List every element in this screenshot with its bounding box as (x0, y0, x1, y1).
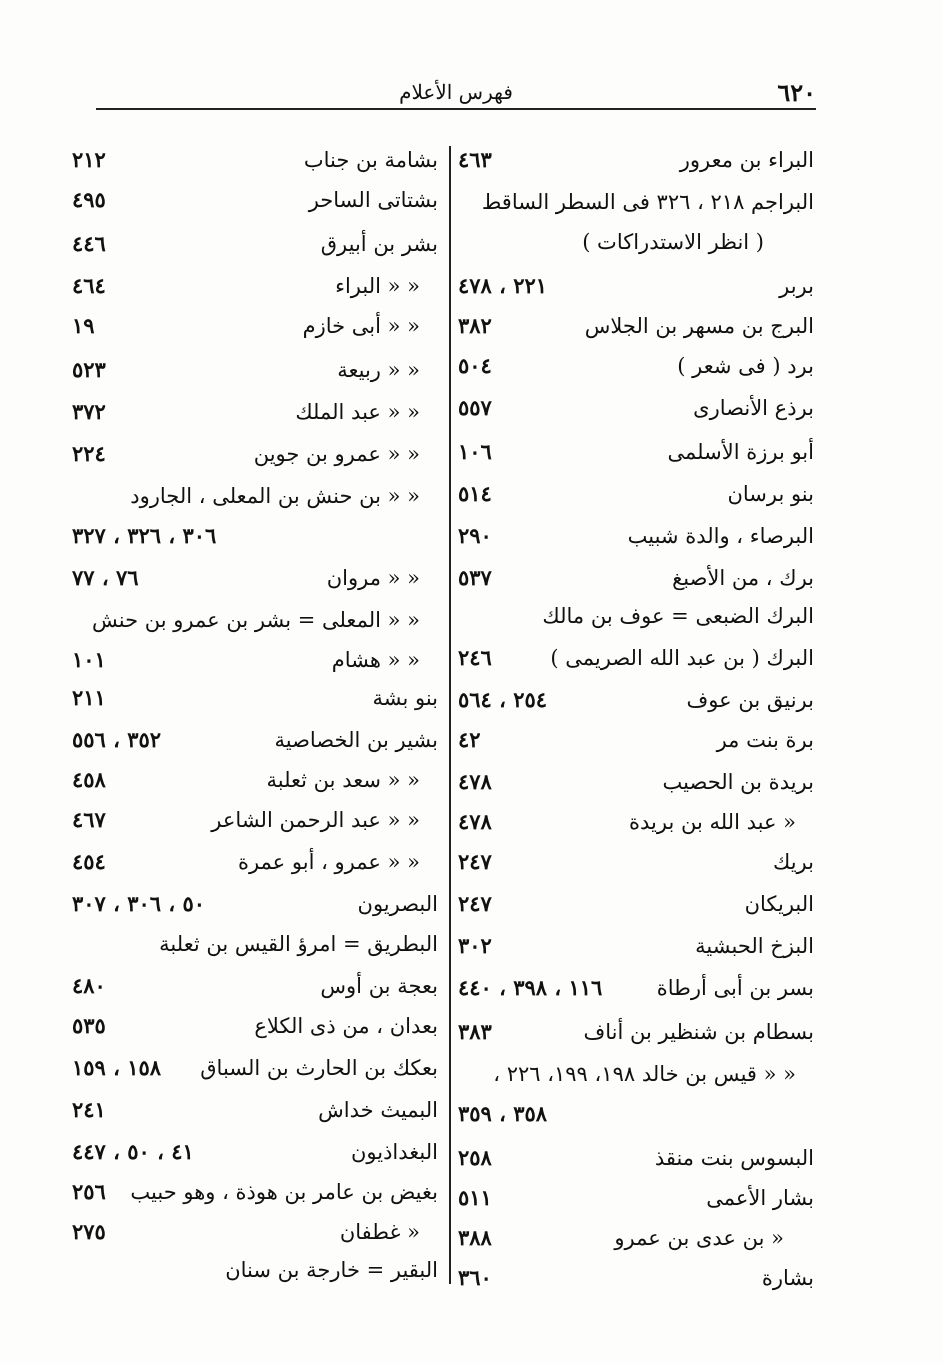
index-entry (72, 476, 438, 516)
entry-pages: ٢٥٦ (72, 1179, 106, 1204)
entry-name: برك ، من الأصبغ (672, 566, 814, 590)
index-entry (72, 392, 438, 432)
entry-name: « غطفان (339, 1220, 420, 1244)
entry-pages: ٢٥٤ ، ٥٦٤ (458, 687, 548, 712)
entry-pages: ٥٠٤ (458, 353, 492, 378)
index-entry (72, 842, 438, 882)
index-entry (72, 966, 438, 1006)
index-entry (458, 762, 814, 802)
entry-pages: ٢٥٨ (458, 1145, 492, 1170)
index-entry (72, 1048, 438, 1088)
index-entry (458, 1138, 814, 1178)
index-entry (72, 1090, 438, 1130)
entry-pages: ٣٧٢ (72, 399, 106, 424)
index-entry (72, 1250, 438, 1290)
entry-name: البصريون (357, 892, 438, 916)
index-entry (72, 760, 438, 800)
index-entry (458, 1054, 814, 1094)
running-title: فهرس الأعلام (399, 80, 513, 104)
entry-pages: ٤٤٦ (72, 231, 106, 256)
entry-name: بشامة بن جناب (303, 148, 438, 172)
entry-pages: ٢٤٧ (458, 891, 492, 916)
entry-pages: ٥٢٣ (72, 357, 106, 382)
index-entry (458, 802, 814, 842)
entry-name: « « بن حنش بن المعلى ، الجارود (130, 484, 420, 508)
entry-name: بشارة (761, 1266, 814, 1290)
entry-name: برة بنت مر (716, 728, 814, 752)
entry-pages: ٥٣٥ (72, 1013, 106, 1038)
entry-pages: ٧٦ ، ٧٧ (72, 565, 139, 590)
entry-name: « « هشام (331, 648, 420, 672)
entry-name: برذع الأنصارى (693, 396, 814, 420)
index-entry (72, 350, 438, 390)
entry-name: بشتاتى الساحر (308, 188, 438, 212)
index-entry (72, 1172, 438, 1212)
entry-name: « « عمرو ، أبو عمرة (237, 850, 420, 874)
entry-pages: ١٥٨ ، ١٥٩ (72, 1055, 162, 1080)
entry-pages: ٢٤٧ (458, 849, 492, 874)
entry-name: البميث خداش (318, 1098, 438, 1122)
index-entry (458, 388, 814, 428)
index-entry (458, 474, 814, 514)
entry-pages: ٢٤٦ (458, 645, 492, 670)
entry-name: بشر بن أبيرق (320, 232, 438, 256)
entry-name: « « سعد بن ثعلبة (266, 768, 420, 792)
index-entry (72, 306, 438, 346)
index-entry (458, 842, 814, 882)
index-entry (458, 516, 814, 556)
index-entry (72, 434, 438, 474)
index-entry (458, 1012, 814, 1052)
entry-pages: ٣٦٠ (458, 1265, 492, 1290)
index-entry (72, 266, 438, 306)
entry-name: برنيق بن عوف (686, 688, 814, 712)
index-entry (458, 432, 814, 472)
entry-name: ( انظر الاستدراكات ) (582, 230, 764, 254)
header-rule (96, 108, 816, 110)
entry-name: بسر بن أبى أرطاة (656, 976, 814, 1000)
index-entry (458, 1178, 814, 1218)
entry-pages: ٤٥٤ (72, 849, 106, 874)
index-entry (72, 640, 438, 680)
entry-pages: ١١٦ ، ٣٩٨ ، ٤٤٠ (458, 975, 603, 1000)
entry-name: « « أبى خازم (302, 314, 420, 338)
index-entry (458, 680, 814, 720)
entry-name: بشار الأعمى (706, 1186, 814, 1210)
entry-pages: ٣٨٨ (458, 1225, 492, 1250)
entry-pages: ٤٢ (458, 727, 481, 752)
entry-name: البسوس بنت منقذ (654, 1146, 814, 1170)
entry-pages: ٤٨٠ (72, 973, 106, 998)
entry-name: البرج بن مسهر بن الجلاس (584, 314, 814, 338)
entry-pages: ١٠٦ (458, 439, 492, 464)
page-number: ٦٢٠ (777, 78, 816, 107)
entry-name: ٣٥٨ ، ٣٥٩ (458, 1101, 548, 1126)
index-entry (458, 182, 814, 222)
index-entry (458, 140, 814, 180)
entry-name: برد ( فى شعر ) (677, 354, 814, 378)
index-entry (72, 924, 438, 964)
index-entry (458, 968, 814, 1008)
entry-name: بعجة بن أوس (320, 974, 438, 998)
index-entry (72, 884, 438, 924)
index-entry (72, 800, 438, 840)
index-entry (458, 720, 814, 760)
entry-name: ٣٠٦ ، ٣٢٦ ، ٣٢٧ (72, 523, 217, 548)
entry-pages: ١٠١ (72, 647, 106, 672)
index-entry (458, 266, 814, 306)
index-entry (458, 558, 814, 598)
entry-name: « « عبد الرحمن الشاعر (211, 808, 420, 832)
index-entry (72, 678, 438, 718)
entry-pages: ٢٧٥ (72, 1219, 106, 1244)
entry-name: « « البراء (335, 274, 420, 298)
index-entry (458, 306, 814, 346)
index-entry (458, 222, 814, 262)
entry-name: « « قيس بن خالد ١٩٨، ١٩٩، ٢٢٦ ، (493, 1062, 796, 1086)
entry-pages: ٢٢١ ، ٤٧٨ (458, 273, 548, 298)
entry-name: « عبد الله بن بريدة (628, 810, 796, 834)
index-entry (72, 140, 438, 180)
entry-name: بعكك بن الحارث بن السباق (200, 1056, 438, 1080)
entry-name: البرك الضبعى = عوف بن مالك (542, 604, 814, 628)
entry-pages: ٣٨٣ (458, 1019, 492, 1044)
entry-name: « « مروان (326, 566, 420, 590)
index-entry (72, 224, 438, 264)
entry-name: « « المعلى = بشر بن عمرو بن حنش (92, 608, 420, 632)
index-entry (72, 1212, 438, 1252)
entry-pages: ٢١٢ (72, 147, 106, 172)
entry-name: البراجم ٢١٨ ، ٣٢٦ فى السطر الساقط (481, 190, 814, 214)
entry-name: بغيض بن عامر بن هوذة ، وهو حبيب (130, 1180, 438, 1204)
entry-name: « بن عدى بن عمرو (614, 1226, 784, 1250)
index-entry (72, 558, 438, 598)
entry-name: أبو برزة الأسلمى (667, 440, 814, 464)
entry-pages: ٥١٤ (458, 481, 492, 506)
entry-name: البرك ( بن عبد الله الصريمى ) (550, 646, 814, 670)
entry-name: البقير = خارجة بن سنان (225, 1258, 438, 1282)
index-entry (458, 884, 814, 924)
index-entry (458, 1218, 814, 1258)
entry-name: « « عمرو بن جوين (253, 442, 420, 466)
index-entry (458, 346, 814, 386)
entry-pages: ٢٤١ (72, 1097, 106, 1122)
entry-name: البطريق = امرؤ القيس بن ثعلبة (159, 932, 438, 956)
entry-pages: ٤٧٨ (458, 769, 492, 794)
entry-name: بريك (773, 850, 814, 874)
entry-pages: ٤٦٤ (72, 273, 106, 298)
entry-pages: ٢٩٠ (458, 523, 492, 548)
entry-name: بشير بن الخصاصية (274, 728, 438, 752)
entry-name: بنو بشة (372, 686, 438, 710)
index-entry (72, 516, 438, 556)
entry-name: « « عبد الملك (295, 400, 420, 424)
entry-name: « « ربيعة (337, 358, 420, 382)
entry-pages: ٤٦٣ (458, 147, 492, 172)
index-entry (72, 600, 438, 640)
entry-name: البزخ الحبشية (695, 934, 814, 958)
entry-pages: ٥٣٧ (458, 565, 492, 590)
entry-pages: ٣٠٢ (458, 933, 492, 958)
index-entry (458, 1258, 814, 1298)
entry-pages: ٤٧٨ (458, 809, 492, 834)
index-entry (72, 180, 438, 220)
entry-name: بريدة بن الحصيب (662, 770, 814, 794)
entry-pages: ٥٥٧ (458, 395, 492, 420)
entry-pages: ٣٨٢ (458, 313, 492, 338)
entry-pages: ٥٠ ، ٣٠٦ ، ٣٠٧ (72, 891, 206, 916)
column-divider (449, 146, 451, 1284)
entry-name: بربر (779, 274, 814, 298)
entry-pages: ٢٢٤ (72, 441, 106, 466)
index-entry (72, 720, 438, 760)
entry-name: البريكان (744, 892, 814, 916)
entry-pages: ٣٥٢ ، ٥٥٦ (72, 727, 162, 752)
entry-pages: ١٩ (72, 313, 95, 338)
entry-name: بنو برسان (727, 482, 814, 506)
entry-pages: ٤٥٨ (72, 767, 106, 792)
entry-name: البرصاء ، والدة شبيب (627, 524, 814, 548)
entry-pages: ٤٩٥ (72, 187, 106, 212)
index-entry (72, 1132, 438, 1172)
entry-name: البغداذيون (350, 1140, 438, 1164)
entry-name: بعدان ، من ذى الكلاع (254, 1014, 438, 1038)
index-entry (458, 1094, 814, 1134)
entry-pages: ٥١١ (458, 1185, 492, 1210)
entry-pages: ٤١ ، ٥٠ ، ٤٤٧ (72, 1139, 194, 1164)
page-header (96, 78, 816, 112)
entry-pages: ٢١١ (72, 685, 106, 710)
entry-pages: ٤٦٧ (72, 807, 106, 832)
entry-name: بسطام بن شنظير بن أناف (583, 1020, 814, 1044)
entry-name: البراء بن معرور (679, 148, 814, 172)
index-entry (458, 638, 814, 678)
index-entry (458, 926, 814, 966)
index-entry (458, 596, 814, 636)
index-entry (72, 1006, 438, 1046)
